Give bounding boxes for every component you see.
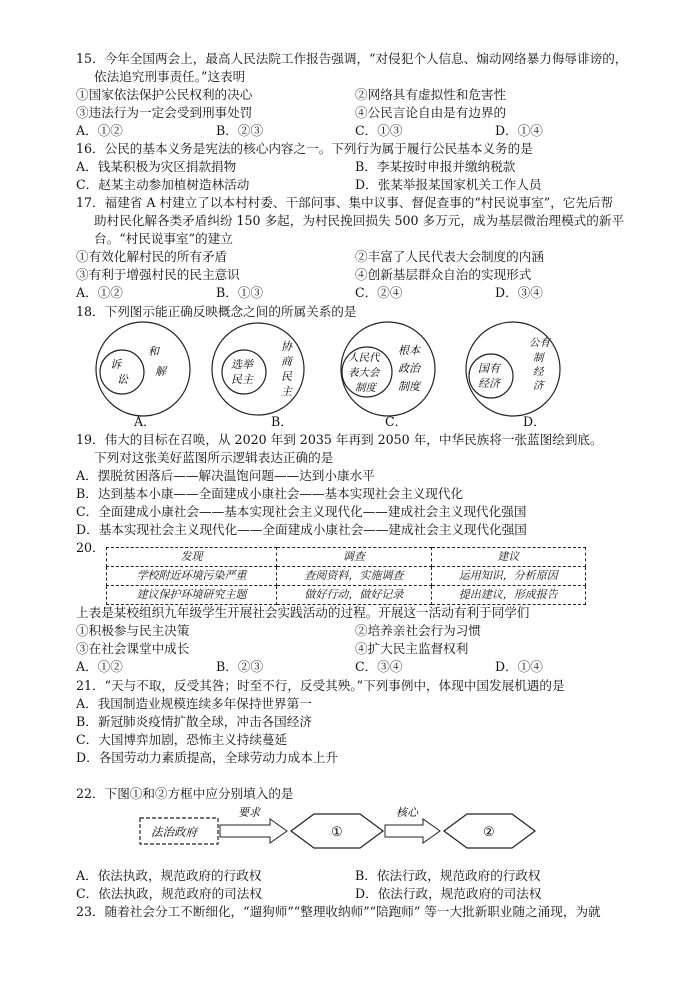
- q16-option-a[interactable]: A．钱某积极为灾区捐款捐物: [76, 159, 237, 174]
- q20-statement-3: ③在社会课堂中成长: [76, 641, 190, 656]
- q22-option-c[interactable]: C．依法执政，规范政府的司法权: [76, 886, 262, 901]
- q18-b-inner-text-2: 民主: [231, 373, 253, 386]
- q18-b-outer-text-1: 协: [281, 340, 292, 353]
- q17-stem-line1: 17．福建省 A 村建立了以本村村委、干部问事、集中议事、督促查事的“村民说事室”，它先后帮: [76, 195, 614, 210]
- q18-b-outer-text-2: 商: [281, 355, 292, 368]
- q18-d-inner-text-1: 国有: [478, 362, 500, 375]
- q18-diagram-d[interactable]: [466, 322, 560, 416]
- q17-option-d[interactable]: D．③④: [495, 285, 543, 300]
- q18-a-inner-text-1: 诉: [110, 358, 121, 371]
- q18-venn-diagrams: [0, 320, 696, 432]
- q18-a-outer-text-2: 解: [155, 365, 166, 378]
- q18-a-outer-text-1: 和: [148, 345, 159, 358]
- q17-stem-line3: 台。“村民说事室”的建立: [94, 231, 233, 246]
- q15-statement-2: ②网络具有虚拟性和危害性: [355, 87, 507, 102]
- table-cell: 查阅资料，实施调查: [277, 567, 431, 586]
- q22-arrow-1-label: 要求: [238, 806, 260, 819]
- q22-box-2-label: ②: [483, 825, 495, 840]
- q16-stem: 16．公民的基本义务是宪法的核心内容之一。下列行为属于履行公民基本义务的是: [76, 141, 533, 156]
- q22-arrow-1: [220, 806, 287, 843]
- q18-a-inner-circle: [100, 350, 144, 394]
- q17-statement-4: ④创新基层群众自治的实现形式: [355, 267, 532, 282]
- q22-start-box: [140, 818, 218, 844]
- q18-option-d-label[interactable]: D．: [523, 414, 546, 429]
- q23-stem: 23．随着社会分工不断细化，“遛狗师”“整理收纳师”“陪跑师” 等一大批新职业随之涌现，为就: [76, 904, 601, 919]
- q21-option-c[interactable]: C．大国博弈加剧，恐怖主义持续蔓延: [76, 732, 288, 747]
- q22-option-a[interactable]: A．依法执政，规范政府的行政权: [76, 868, 262, 883]
- q22-flow-diagram: [0, 806, 696, 862]
- table-header-discover: 发现: [107, 548, 277, 567]
- q18-c-inner-text-2: 表大会: [348, 367, 380, 379]
- q22-box-1[interactable]: [291, 814, 383, 848]
- q15-statement-3: ③违法行为一定会受到刑事处罚: [76, 105, 253, 120]
- q22-box-1-label: ①: [331, 825, 343, 840]
- q15-option-a[interactable]: A．①②: [76, 123, 123, 138]
- q20-activity-table: [106, 547, 586, 605]
- q20-option-a[interactable]: A．①②: [76, 659, 123, 674]
- q18-a-inner-text-2: 讼: [117, 373, 128, 386]
- q22-option-b[interactable]: B．依法行政，规范政府的行政权: [355, 868, 541, 883]
- q18-option-c-label[interactable]: C．: [385, 414, 408, 429]
- q22-stem: 22．下图①和②方框中应分别填入的是: [76, 786, 294, 801]
- table-row: [107, 567, 586, 586]
- q18-c-outer-text-3: 制度: [398, 380, 420, 393]
- q15-option-c[interactable]: C．①③: [355, 123, 403, 138]
- q18-b-inner-circle: [222, 350, 266, 394]
- q17-option-b[interactable]: B．①③: [216, 285, 264, 300]
- table-cell: 建议保护环境研究主题: [107, 586, 277, 605]
- q21-option-d[interactable]: D．各国劳动力素质提高，全球劳动力成本上升: [76, 750, 338, 765]
- q21-option-b[interactable]: B．新冠肺炎疫情扩散全球，冲击各国经济: [76, 714, 312, 729]
- q22-arrow-2-label: 核心: [396, 806, 418, 819]
- table-cell: 做好行动，做好记录: [277, 586, 431, 605]
- table-row: [107, 548, 586, 567]
- q20-option-b[interactable]: B．②③: [216, 659, 264, 674]
- table-header-investigate: 调查: [277, 548, 431, 567]
- q20-option-d[interactable]: D．①④: [495, 659, 543, 674]
- q20-statement-1: ①积极参与民主决策: [76, 623, 190, 638]
- q18-b-outer-text-4: 主: [281, 385, 292, 398]
- q16-option-c[interactable]: C．赵某主动参加植树造林活动: [76, 177, 250, 192]
- q17-option-a[interactable]: A．①②: [76, 285, 123, 300]
- q18-stem: 18．下列图示能正确反映概念之间的所属关系的是: [76, 304, 357, 319]
- q15-statement-4: ④公民言论自由是有边界的: [355, 105, 507, 120]
- q15-stem-line2: 依法追究刑事责任。”这表明: [94, 69, 246, 84]
- q19-stem-line2: 下列对这张美好蓝图所示逻辑表达正确的是: [94, 450, 334, 465]
- q19-option-a[interactable]: A．摆脱贫困落后——解决温饱问题——达到小康水平: [76, 468, 375, 483]
- q18-option-b-label[interactable]: B．: [271, 414, 293, 429]
- q22-box-2[interactable]: [444, 814, 535, 848]
- q16-option-b[interactable]: B．李某按时申报并缴纳税款: [355, 159, 516, 174]
- q19-option-c[interactable]: C．全面建成小康社会——基本实现社会主义现代化——建成社会主义现代化强国: [76, 504, 527, 519]
- q18-d-inner-circle: [469, 354, 513, 398]
- q18-b-inner-text-1: 选举: [231, 358, 253, 371]
- q17-option-c[interactable]: C．②④: [355, 285, 403, 300]
- q17-stem-line2: 助村民化解各类矛盾纠纷 150 多起，为村民挽回损失 500 多万元，成为基层微治理模式的新平: [94, 213, 625, 228]
- q18-c-inner-text-1: 人民代: [348, 352, 380, 364]
- q20-number: 20．: [76, 540, 105, 555]
- q15-statement-1: ①国家依法保护公民权利的决心: [76, 87, 253, 102]
- q18-d-outer-text-1: 公有: [529, 337, 550, 349]
- q18-d-outer-text-4: 济: [533, 380, 544, 392]
- q20-stem: 上表是某校组织九年级学生开展社会实践活动的过程。开展这一活动有利于同学们: [76, 605, 530, 620]
- q18-d-outer-text-3: 经: [533, 366, 544, 378]
- q20-option-c[interactable]: C．③④: [355, 659, 403, 674]
- q18-b-outer-text-3: 民: [281, 370, 292, 383]
- q15-option-d[interactable]: D．①④: [495, 123, 543, 138]
- q22-start-label: 法治政府: [151, 825, 197, 839]
- q21-stem: 21．“天与不取，反受其咎；时至不行，反受其殃。”下列事例中，体现中国发展机遇的是: [76, 678, 565, 693]
- q17-statement-2: ②丰富了人民代表大会制度的内涵: [355, 249, 544, 264]
- q16-option-d[interactable]: D．张某举报某国家机关工作人员: [355, 177, 542, 192]
- table-header-suggest: 建议: [431, 548, 585, 567]
- q18-d-outer-text-2: 制: [533, 352, 544, 364]
- q22-option-d[interactable]: D．依法行政，规范政府的司法权: [355, 886, 542, 901]
- q18-option-a-label[interactable]: A．: [134, 414, 156, 429]
- q18-diagram-c[interactable]: [341, 322, 435, 416]
- q18-diagram-a[interactable]: [96, 322, 190, 416]
- q18-d-inner-text-2: 经济: [478, 377, 500, 390]
- q18-diagram-b[interactable]: [212, 323, 304, 415]
- q21-option-a[interactable]: A．我国制造业规模连续多年保持世界第一: [76, 696, 312, 711]
- q18-b-outer-circle: [212, 323, 304, 415]
- table-cell: 提出建议，形成报告: [431, 586, 585, 605]
- table-row: [107, 586, 586, 605]
- q19-option-d[interactable]: D．基本实现社会主义现代化——全面建成小康社会——建成社会主义现代化强国: [76, 522, 527, 537]
- q19-stem-line1: 19．伟大的目标在召唤，从 2020 年到 2035 年再到 2050 年，中华民族将一张蓝图绘到底。: [76, 432, 603, 447]
- q18-c-inner-text-3: 制度: [355, 382, 376, 394]
- q22-arrow-2: [385, 806, 440, 843]
- q17-statement-3: ③有利于增强村民的民主意识: [76, 267, 240, 282]
- q19-option-b[interactable]: B．达到基本小康——全面建成小康社会——基本实现社会主义现代化: [76, 486, 464, 501]
- q15-stem-line1: 15．今年全国两会上，最高人民法院工作报告强调，“对侵犯个人信息、煽动网络暴力侮辱诽谤的，: [76, 51, 628, 66]
- q17-statement-1: ①有效化解村民的所有矛盾: [76, 249, 228, 264]
- table-cell: 运用知识，分析原因: [431, 567, 585, 586]
- q20-statement-2: ②培养亲社会行为习惯: [355, 623, 481, 638]
- q18-c-outer-text-1: 根本: [398, 344, 420, 357]
- q15-option-b[interactable]: B．②③: [216, 123, 264, 138]
- q18-c-outer-text-2: 政治: [398, 362, 420, 375]
- q20-statement-4: ④扩大民主监督权利: [355, 641, 469, 656]
- table-cell: 学校附近环境污染严重: [107, 567, 277, 586]
